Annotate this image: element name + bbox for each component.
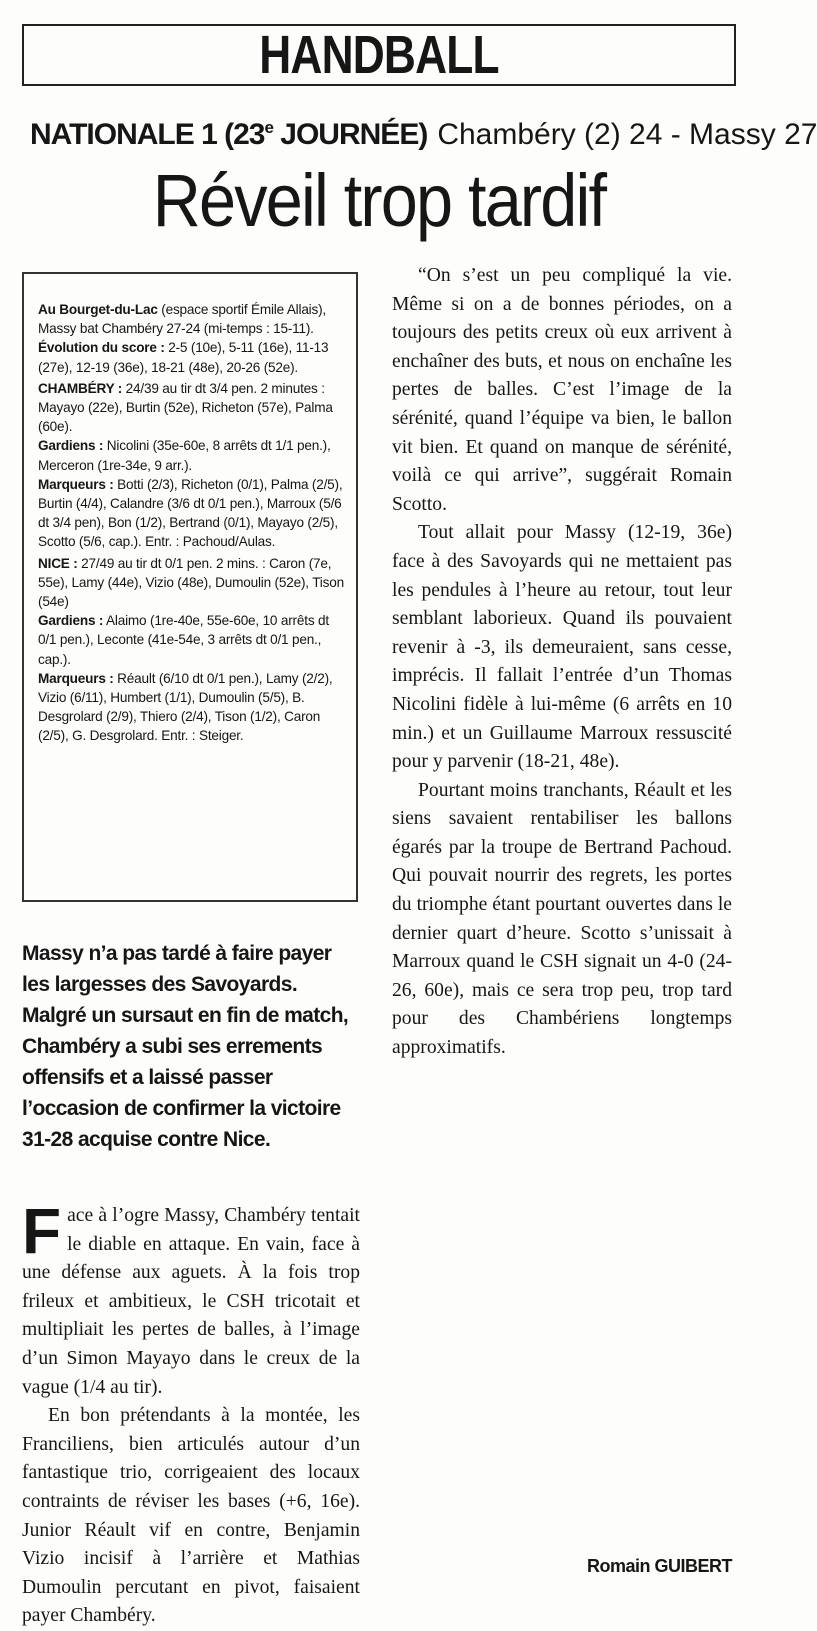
- section-kicker: [22, 24, 736, 86]
- match-venue-result: Au Bourget-du-Lac (espace sportif Émile Allais), Massy bat Chambéry 27-24 (mi-temps : 15-11). Évolution du score : 2-5 (10e), 5-11 (16e), 11-13 (27e), 12-19 (36e), 18-21 (48e), 20-26 (52e).: [38, 302, 329, 375]
- article-paragraph-5: Pourtant moins tranchants, Réault et les siens savaient rentabiliser les ballons égarés par la troupe de Bertrand Pachoud. Qui pouvait nourrir des regrets, les portes du triomphe étant pourtant ouvertes dans le dernier quart d’heure. Scotto s’unissait à Marroux quand le CSH signait un 4-0 (24-26, 60e), mais ce sera trop peu, trop tard pour des Chambériens longtemps approximatifs.: [392, 779, 732, 1059]
- drop-cap: F: [22, 1195, 62, 1267]
- match-subheading: [30, 108, 817, 155]
- article-column-1: [22, 1195, 360, 1631]
- headline: Réveil trop tardif: [152, 159, 606, 242]
- team-nice-stats: NICE : 27/49 au tir dt 0/1 pen. 2 mins. : Caron (7e, 55e), Lamy (44e), Vizio (48e), Dumoulin (52e), Tison (54e): [38, 555, 344, 610]
- team-nice-goalkeepers: Gardiens : Alaimo (1re-40e, 55e-60e, 10 arrêts dt 0/1 pen.), Leconte (41e-54e, 3 arrêts dt 0/1 pen., cap.).: [38, 613, 329, 667]
- competition-name: NATIONALE 1 (23e JOURNÉE): [30, 118, 428, 151]
- article-paragraph-2: En bon prétendants à la montée, les Franciliens, bien articulés autour d’un fantastique trio, corrigeaient des locaux contraints de réviser les bases (+6, 16e). Junior Réault vif en contre, Benjamin Vizio incisif à l’arrière et Mathias Dumoulin percutant en pivot, faisaient payer Chambéry.: [22, 1405, 360, 1627]
- article-paragraph-3: “On s’est un peu compliqué la vie. Même si on a de bonnes périodes, on a toujours des petits creux où eux arrivent à enchaîner des buts, et nous on enchaîne les pertes de balles. C’est l’image de la sérénité, quand l’équipe va bien, le ballon vit bien. Et quand on manque de sérénité, voilà ce qui arrive”, suggérait Romain Scotto.: [392, 265, 732, 515]
- match-score: Chambéry (2) 24 - Massy 27: [437, 118, 817, 151]
- team-chambery-stats: CHAMBÉRY : 24/39 au tir dt 3/4 pen. 2 minutes : Mayayo (22e), Burtin (52e), Richeton (57e), Palma (60e).: [38, 380, 333, 435]
- section-title: HANDBALL: [259, 25, 499, 85]
- match-summary-box: [22, 272, 358, 902]
- author-byline: Romain GUIBERT: [586, 1556, 732, 1576]
- article-lead: Massy n’a pas tardé à faire payer les largesses des Savoyards. Malgré un sursaut en fin de match, Chambéry a subi ses errements offensifs et a laissé passer l’occasion de confirmer la victoire 31-28 acquise contre Nice.: [22, 942, 349, 1151]
- team-chambery-goalkeepers: Gardiens : Nicolini (35e-60e, 8 arrêts dt 1/1 pen.), Merceron (1re-34e, 9 arr.).: [38, 438, 331, 473]
- article-paragraph-1: Face à l’ogre Massy, Chambéry tentait le diable en attaque. En vain, face à une défense aux aguets. À la fois trop frileux et ambitieux, le CSH tricotait et multipliait les pertes de balles, à l’image d’un Simon Mayayo dans le creux de la vague (1/4 au tir).: [22, 1195, 360, 1398]
- team-nice-scorers: Marqueurs : Réault (6/10 dt 0/1 pen.), Lamy (2/2), Vizio (6/11), Humbert (1/1), Dumoulin (5/5), B. Desgrolard (2/9), Thiero (2/4), Tison (1/2), Caron (2/5), G. Desgrolard. Entr. : Steiger.: [38, 670, 333, 744]
- article-paragraph-4: Tout allait pour Massy (12-19, 36e) face à des Savoyards qui ne mettaient pas les pendules à l’heure au retour, tout leur semblant laborieux. Quand ils pouvaient revenir à -3, ils demeuraient, sans cesse, imprécis. Il fallait l’entrée d’un Thomas Nicolini fidèle à lui-même (6 arrêts en 10 min.) et un Guillaume Marroux ressuscité pour y parvenir (18-21, 48e).: [392, 522, 732, 773]
- article-column-2: [392, 262, 732, 1063]
- team-chambery-scorers: Marqueurs : Botti (2/3), Richeton (0/1), Palma (2/5), Burtin (4/4), Calandre (3/6 dt 0/1 pen.), Marroux (5/6 dt 3/4 pen), Bon (1/2), Bertrand (0/1), Mayayo (2/5), Scotto (5/6, cap.). Entr. : Pachoud/Aulas.: [38, 476, 343, 550]
